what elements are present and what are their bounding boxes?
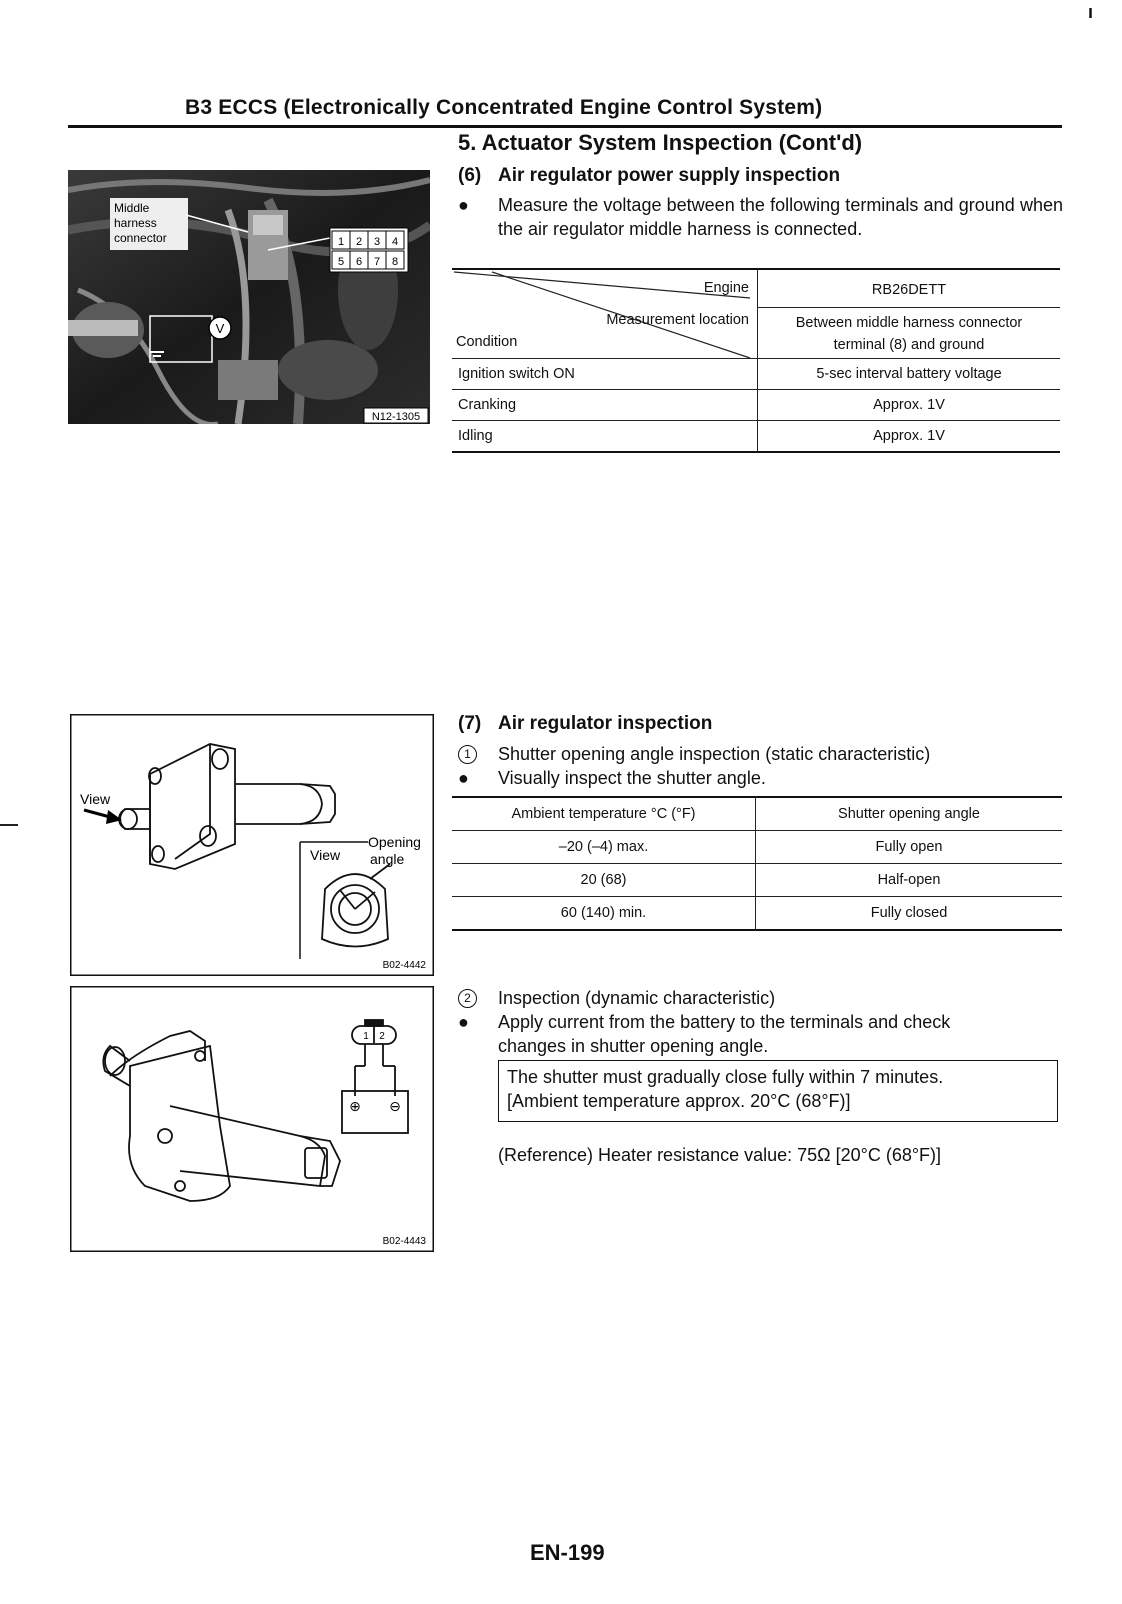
condition-cell: Idling	[452, 421, 758, 453]
photo-label-line2: harness	[114, 216, 157, 230]
air-regulator-battery-figure	[70, 986, 434, 1252]
diag-engine-label: Engine	[703, 280, 749, 296]
reference-text: (Reference) Heater resistance value: 75Ω [20°C (68°F)]	[498, 1145, 942, 1165]
air-regulator-view-figure	[70, 714, 434, 976]
note-box	[498, 1060, 1058, 1122]
item1-text: Shutter opening angle inspection (static characteristic)	[498, 744, 931, 764]
pin-3: 3	[373, 236, 381, 248]
table-row	[452, 390, 1060, 421]
engine-value: RB26DETT	[758, 273, 1060, 308]
pin-4: 4	[391, 236, 399, 248]
pin-8: 8	[391, 256, 399, 268]
part6-bullet	[458, 193, 1063, 265]
table-row	[452, 897, 1062, 931]
page-mark: ı	[1088, 2, 1094, 22]
view-label: View	[80, 791, 111, 807]
bullet-icon: ●	[458, 195, 469, 215]
angle-cell: Fully closed	[756, 897, 1063, 931]
photo-label-line3: connector	[114, 231, 167, 245]
minus-icon: ⊖	[389, 1099, 401, 1115]
bullet2	[458, 1012, 950, 1033]
note-line1: The shutter must gradually close fully within 7 minutes.	[507, 1067, 944, 1087]
bullet2-line1: Apply current from the battery to the terminals and check	[498, 1012, 951, 1032]
item2	[458, 988, 775, 1009]
header-rule	[68, 125, 1062, 128]
temperature-cell: –20 (–4) max.	[452, 831, 756, 864]
header-values-cell	[758, 269, 1061, 359]
part7-heading-text: Air regulator inspection	[498, 713, 713, 734]
location-value-line1: Between middle harness connector	[795, 314, 1023, 331]
photo-label-line1: Middle	[114, 201, 150, 215]
voltage-table	[452, 268, 1060, 453]
table-row	[452, 864, 1062, 897]
pin-5: 5	[337, 256, 345, 268]
header-angle: Shutter opening angle	[756, 797, 1063, 831]
terminal-2: 2	[379, 1031, 385, 1042]
circled-number-icon: 2	[458, 989, 477, 1008]
bullet-icon: ●	[458, 768, 469, 788]
part6-bullet-text: Measure the voltage between the following terminals and ground when the air regulator middle harness is connected.	[498, 195, 1063, 239]
item1	[458, 744, 930, 765]
part7-number: (7)	[458, 713, 482, 734]
part6-number: (6)	[458, 165, 482, 186]
part6-heading-text: Air regulator power supply inspection	[498, 165, 841, 186]
voltmeter-label: V	[215, 321, 225, 336]
figure-code-1: B02-4442	[382, 960, 426, 971]
note-line2: [Ambient temperature approx. 20°C (68°F)]	[507, 1091, 851, 1111]
harness-connector-photo	[68, 170, 430, 424]
subsection-title: 5. Actuator System Inspection (Cont'd)	[458, 130, 863, 155]
pin-7: 7	[373, 256, 381, 268]
bullet-icon: ●	[458, 1012, 469, 1032]
photo-code: N12-1305	[371, 411, 421, 423]
header-temperature: Ambient temperature °C (°F)	[452, 797, 756, 831]
angle-cell: Half-open	[756, 864, 1063, 897]
condition-cell: Cranking	[452, 390, 758, 421]
table-header-row	[452, 797, 1062, 831]
plus-icon: ⊕	[349, 1099, 361, 1115]
part7-heading	[458, 713, 712, 735]
page-number: EN-199	[530, 1540, 605, 1565]
shutter-angle-table	[452, 796, 1062, 931]
temperature-cell: 20 (68)	[452, 864, 756, 897]
margin-mark	[0, 824, 18, 826]
table-row	[452, 421, 1060, 453]
section-title: B3 ECCS (Electronically Concentrated Engine Control System)	[185, 96, 823, 119]
diag-location-label: Measurement location	[606, 312, 749, 328]
value-cell: Approx. 1V	[758, 421, 1061, 453]
value-cell: Approx. 1V	[758, 390, 1061, 421]
bullet1	[458, 768, 766, 789]
part6-heading	[458, 165, 840, 187]
condition-cell: Ignition switch ON	[452, 359, 758, 390]
value-cell: 5-sec interval battery voltage	[758, 359, 1061, 390]
bullet1-text: Visually inspect the shutter angle.	[498, 768, 766, 788]
pin-2: 2	[355, 236, 363, 248]
pin-1: 1	[337, 236, 345, 248]
figure-code-2: B02-4443	[382, 1236, 426, 1247]
opening-label-line1: Opening	[368, 834, 421, 850]
terminal-1: 1	[363, 1031, 369, 1042]
table-row	[452, 831, 1062, 864]
temperature-cell: 60 (140) min.	[452, 897, 756, 931]
diag-condition-label: Condition	[456, 334, 518, 350]
opening-label-line2: angle	[370, 851, 405, 867]
table-row	[452, 359, 1060, 390]
pin-6: 6	[355, 256, 363, 268]
view-label-2: View	[310, 847, 341, 863]
diagonal-header-cell	[452, 269, 758, 359]
circled-number-icon: 1	[458, 745, 477, 764]
location-value-line2: terminal (8) and ground	[833, 336, 985, 353]
bullet2-line2: changes in shutter opening angle.	[498, 1036, 769, 1056]
angle-cell: Fully open	[756, 831, 1063, 864]
item2-text: Inspection (dynamic characteristic)	[498, 988, 776, 1008]
